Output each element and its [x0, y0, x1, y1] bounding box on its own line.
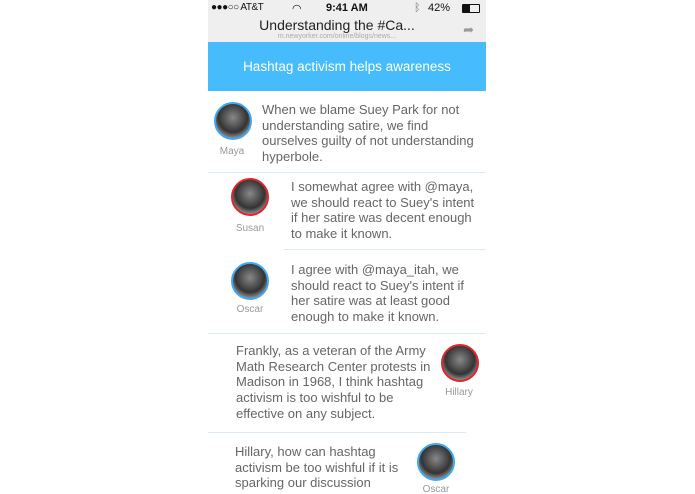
divider	[284, 249, 486, 250]
avatar[interactable]	[214, 102, 252, 140]
comment-text: Hillary, how can hashtag activism be too wishful if it is sparking our discussion	[235, 444, 399, 491]
comment-text: I agree with @maya_itah, we should react to Suey's intent if her satire was at least good enough to make it known.	[291, 262, 465, 325]
author-name: Susan	[235, 223, 265, 234]
share-icon[interactable]: ➦	[463, 22, 474, 37]
comment-text: Frankly, as a veteran of the Army Math Research Center protests in Madison in 1968, I think hashtag activism is too wishful to be effective on any subject.	[236, 343, 431, 421]
comment-text: When we blame Suey Park for not understanding satire, we find ourselves guilty of not understanding hyperbole.	[262, 102, 474, 165]
avatar[interactable]	[231, 262, 269, 300]
page-title[interactable]: Understanding the #Ca...	[259, 17, 415, 33]
divider	[208, 432, 466, 433]
browser-header	[208, 17, 486, 42]
divider	[208, 172, 486, 173]
clock: 9:41 AM	[326, 2, 368, 14]
topic-banner: Hashtag activism helps awareness	[208, 42, 486, 91]
author-name: Oscar	[236, 304, 264, 315]
author-name: Maya	[219, 146, 245, 157]
battery-percent: 42%	[428, 2, 451, 14]
page-url[interactable]: m.newyorker.com/online/blogs/news...	[277, 33, 397, 40]
status-bar	[208, 0, 486, 17]
carrier: ●●●○○ AT&T	[211, 2, 264, 13]
wifi-icon: ◠	[292, 3, 302, 15]
author-name: Hillary	[445, 387, 473, 398]
comment-text: I somewhat agree with @maya, we should react to Suey's intent if her satire was decent enough to make it known.	[291, 179, 475, 242]
avatar[interactable]	[441, 344, 479, 382]
phone-screen	[208, 0, 486, 494]
avatar[interactable]	[231, 178, 269, 216]
author-name: Oscar	[422, 484, 450, 494]
bluetooth-icon: ᛒ	[414, 2, 421, 14]
battery-icon	[462, 4, 480, 13]
divider	[208, 333, 486, 334]
avatar[interactable]	[417, 443, 455, 481]
